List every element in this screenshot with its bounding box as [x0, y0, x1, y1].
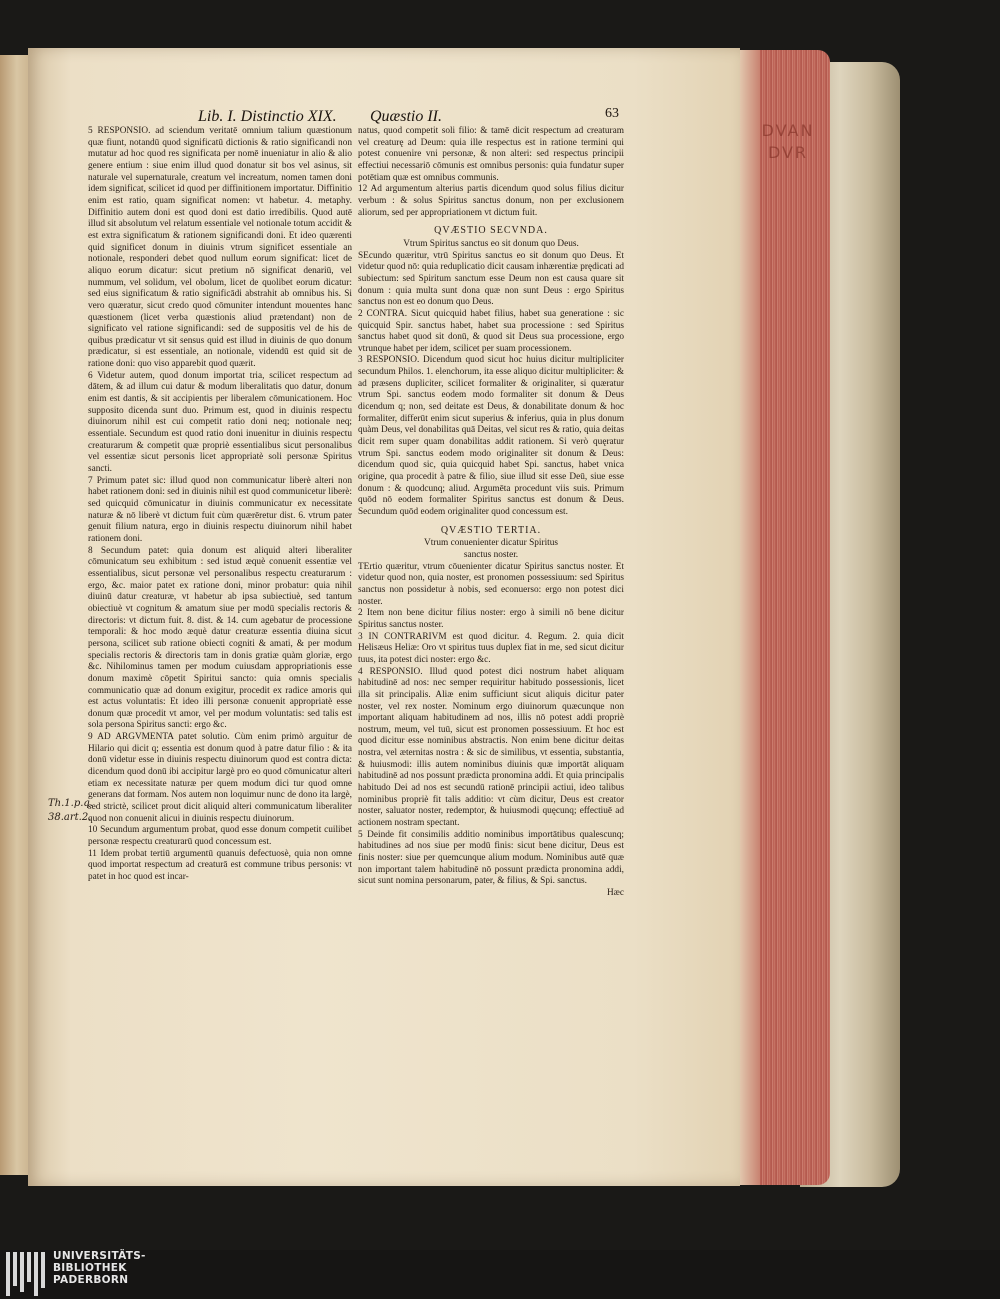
paragraph: 8 Secundum patet: quia donum est aliquid alteri liberaliter cōmunicatum seu exhibitum : sed istud æquè conuenit essentiæ vel essentialibus, sicut personæ vel personalibus respectu creaturarum : ergo, &c. maior patet ex ratione doni, minor probatur: quia nihil diuinū datur creaturæ, vt habetur ab ipsa subiectiuè, sed tantum obiectiuè vt cognitum & amatum siue per modū specialis rectoris & directoris: vt dictum fuit. 8. dist. & 14. cum agebatur de processione temporali: & hoc modo æquè datur creaturæ essentia diuina sicut persona, scilicet sub ratione obiecti cogniti & amati, & per modum specialis rectoris & directoris tam in donis gratiæ quàm gloriæ, ergo &c. Nihilominus tamen per modum cuiusdam appropriationis esse donum maximè cōpetit Spiritui sancto: quia omnis specialis communicatio quæ ad donum exigitur, procedit ex radice amoris qui est actus voluntatis: Et ideo illi personæ conuenit appropriatè esse donum quæ procedit vt amor, vel per modum voluntatis: sed talis est sola persona Spiritus sancti: ergo &c. [88, 545, 352, 731]
red-page-edges [738, 50, 830, 1185]
spine-stamp: DVAN DVR [761, 121, 815, 162]
question-subtitle: sanctus noster. [463, 549, 519, 560]
margin-note-line: 38.art.2. [48, 812, 92, 823]
page-number: 63 [605, 106, 619, 121]
catchword: Hæc [606, 888, 624, 898]
question-subtitle: Vtrum conuenienter dicatur Spiritus [424, 538, 558, 549]
question-heading: QVÆSTIO TERTIA. [440, 524, 542, 536]
paragraph: 11 Idem probat tertiū argumentū quanuis defectuosè, quia non omne quod importat respectum ad creaturā est commune tribus personis: vt patet in hoc quod est incar- [88, 848, 352, 882]
margin-note-line: Th.1.p.q. [48, 798, 93, 809]
logo-line: UNIVERSITÄTS- [53, 1250, 146, 1262]
paragraph: 7 Primum patet sic: illud quod non communicatur liberè alteri non habet rationem doni: sed in diuinis nihil est quod communicetur liberè: sed quicquid cōmunicatur in diuinis communicatur ex necessitate naturæ & nō liberè vt dictum fuit cùm quærēretur dist. 6. vtrum pater genuit filium natura, ergo in diuinis respectu diuinorum nihil habet rationem doni. [88, 475, 352, 544]
library-logo-icon [6, 1252, 44, 1296]
paragraph: 2 CONTRA. Sicut quicquid habet filius, habet sua generatione : sic quicquid Spir. sanctus habet, habet sua processione : sed Spiritus sanctus habet quod sit donū, & quod sit Deus sua processione, ergo vtrunque habet per idem, scilicet per suam processionem. [358, 308, 624, 354]
facing-page-edge [0, 55, 29, 1175]
paragraph: 6 Videtur autem, quod donum importat tria, scilicet respectum ad dātem, & ad illum cui datur & modum liberalitatis quo datur, donum enim est dantis, & sit accipientis per liberalem cōmunicationem. Hoc supposito dicenda sunt duo. Primum est, quod in diuinis respectu diuinorum nihil est cui competit ratio doni neq; notionale neq; essentiale. Secundum est quod ratio doni inuenitur in diuinis respectu creaturarum & competit quæ propriè essentialibus sicut personalibus vel essentiæ sicut personis licet appropriatè soli personæ Spiritus sancti. [88, 370, 352, 475]
paragraph: 10 Secundum argumentum probat, quod esse donum competit cuilibet personæ respectu creaturarū quod concessum est. [88, 825, 352, 848]
paragraph: 2 Item non bene dicitur filius noster: ergo à simili nō bene dicitur Spiritus sanctus noster. [358, 608, 624, 630]
left-text-column [88, 126, 352, 884]
paragraph: TErtio quæritur, vtrum cōuenienter dicatur Spiritus sanctus noster. Et videtur quod non, quia noster, est pronomen possessiuum: sed Spiritus sanctus non possidetur à nobis, sed econuerso: ergo non potest dici noster. [358, 561, 624, 607]
paragraph: 3 IN CONTRARIVM est quod dicitur. 4. Regum. 2. quia dicit Helisæus Heliæ: Oro vt spiritus tuus duplex fiat in me, sed sicut dicitur tuus, ita potest dici noster: ergo &c. [358, 631, 624, 665]
paragraph: 4 RESPONSIO. Illud quod potest dici nostrum habet aliquam habitudinē ad nos: nec semper requiritur habitudo possessionis, licet illa sit principalis. Aliæ enim sufficiunt sicut aliquis dicitur pater noster, vel rex noster. Nominum ergo diuinorum quæcunque non important aliquam habitudinem ad nos, illis nō potest addi propriè nostrum, meum, vel tuū, sicut est pronomen possessiuum. Et hoc est quod dicitur esse nominibus abstractis. Non enim bene dicitur deitas nostra, vel æternitas nostra : & sic de similibus, vt essentia, substantia, & huiusmodi: illis autem nominibus diuinis quæ importāt aliquam habitudinē ad nos possunt prædicta pronomina addi. Et quia principalis habitudo Dei ad nos est secundū rationē principii actiui, ideo talibus nominibus propriè fit talis additio: vt cùm dicitur, Deus est creator noster, saluator noster, redemptor, & huiusmodi quęcunq; effectiuē ad actionem nostram spectant. [358, 666, 624, 829]
paragraph: 3 RESPONSIO. Dicendum quod sicut hoc huius dicitur multipliciter secundum Philos. 1. elenchorum, ita esse aliquo dicitur multipliciter: & ad præsens dupliciter, scilicet formaliter & originaliter, si quæratur vtrum Spi. sanctus eodem modo formaliter sit donum & Deus dicendum q; non, sed deitate est Deus, & donabilitate donum & hoc formaliter, differūt enim sicut superius & inferius, quia in plus donum quàm Deus, vel donabilitas quā Deitas, vel sicut res & ratio, quia deitas dicit rem super quam donabilitas addit rationem. Si verò quęratur vtrum Spi. sanctus eodem modo originaliter sit donum & Deus: dicendum quod sic, quia quicquid habet Spi. sanctus, habet vnica origine, qua procedit à patre & filio, siue illud sit esse Deū, siue esse donum : & quodcunq; aliud. Argumēta procedunt viis suis. Primum quōd nō eodem formaliter Spiritus sanctus est donum & Deus. Secundum quōd eodem originaliter quod concessum est. [358, 355, 624, 517]
library-footer [0, 1250, 1000, 1299]
margin-note [48, 797, 93, 825]
logo-line: BIBLIOTHEK [53, 1262, 127, 1274]
question-subtitle: Vtrum Spiritus sanctus eo sit donum quo Deus. [403, 238, 579, 249]
paragraph: 5 RESPONSIO. ad sciendum veritatē omnium talium quæstionum quæ fiunt, notandū quod significatū dictionis & ratio significandi non mutatur ad hoc quod res significata per nomē inueniatur in alio & alio genere entium : siue enim illud quod donatur sit bos vel asinus, sit naturale vel supernaturale, creatum vel increatum, nomen tamen doni idem significat, scilicet id quod per diffinitionem importatur. Diffinitio enim est ratio, quam significat nomen: vt habetur. 4. metaphy. Diffinitio autem doni est quod doni est datio irredibilis. Quod autē illud sit absolutum vel relatum essentiale vel notionale totum accidit & est extra significatum & rationem significandi doni. Et ideo quærenti quid significet donum in diuinis vtrum significet essentiale an notionale, responderi debet quod nullum eorum significat: licet de aliquo eorum dicatur: sicut pretium nō significat denariū, vel nummum, vel solidum, vel obolum, licet de quolibet eorum dicatur: sed eius significatum & ratio significādi abstrahit ab omnibus his. Si vero quæratur, sicut credo quod cōmuniter intendunt mouentes hanc quæstionem (licet verba quæstionis aliud prætendant) non de significato vel ratione significandi: sed de suppositis vel de his de quibus prædicatur vt sit sensus quid est illud in diuinis de quo donum prædicatur, si est essentiale, an notionale, videndū est quid sit de ratione doni: quo viso apparebit quod quærit. [88, 126, 352, 370]
running-head-left: Lib. I. Distinctio XIX. [198, 108, 337, 125]
paragraph: natus, quod competit soli filio: & tamē dicit respectum ad creaturam vel creaturę ad Deum: quia ille respectus est in ratione termini qui potest conuenire vni personæ, & non alteri: sed respectus principii effectiui necessariō cōmunis est omnibus personis: quia fundatur super potētiam quæ est omnibus communis. [358, 126, 624, 183]
running-head-question: Quæstio II. [370, 108, 442, 125]
paragraph: SEcundo quæritur, vtrū Spiritus sanctus eo sit donum quo Deus. Et videtur quod nō: quia reduplicatio dicit causam inhærentiæ prędicati ad subiectum: sed Spiritum sanctum esse Deum non est causa quare sit donum : quia multa sunt dona quæ non sunt Deus : ergo Spiritus sanctus non est eo donum quo Deus. [358, 250, 624, 308]
question-heading: QVÆSTIO SECVNDA. [434, 225, 548, 237]
paragraph: 9 AD ARGVMENTA patet solutio. Cùm enim primò arguitur de Hilario qui dicit q; essentia est donum quod à patre datur filio : & ita donū videtur esse in diuinis respectu diuinorum quod est contra dicta: dicendum quod donū ibi accipitur largè pro eo quod cōmunicatur alteri etiam ex necessitate naturæ per quem modum dici tur quod omne generans dat formam. Nos autem non loquimur nunc de dono ita largè, sed strictè, scilicet prout dicit aliquid alteri communicatum liberaliter quod non conuenit alicui in diuinis respectu diuinorum. [88, 732, 352, 824]
logo-line: PADERBORN [53, 1274, 129, 1286]
paragraph: 5 Deinde fit consimilis additio nominibus importātibus qualescunq; habitudines ad nos siue per modū finis: sicut bene dicitur, Deus est finis noster: siue per quemcunque alium modum. Nominibus autē quæ non important talem habitudinē nō possunt prædicta pronomina addi, sicut sunt nomina personarum, pater, & filius, & Spi. sanctus. [358, 829, 624, 887]
library-logo-text [53, 1250, 146, 1286]
paragraph: 12 Ad argumentum alterius partis dicendum quod solus filius dicitur verbum : & solus Spiritus sanctus donum, non per exclusionem aliorum, sed per appropriationem vt dictum fuit. [358, 184, 624, 218]
right-text-column [358, 126, 624, 900]
